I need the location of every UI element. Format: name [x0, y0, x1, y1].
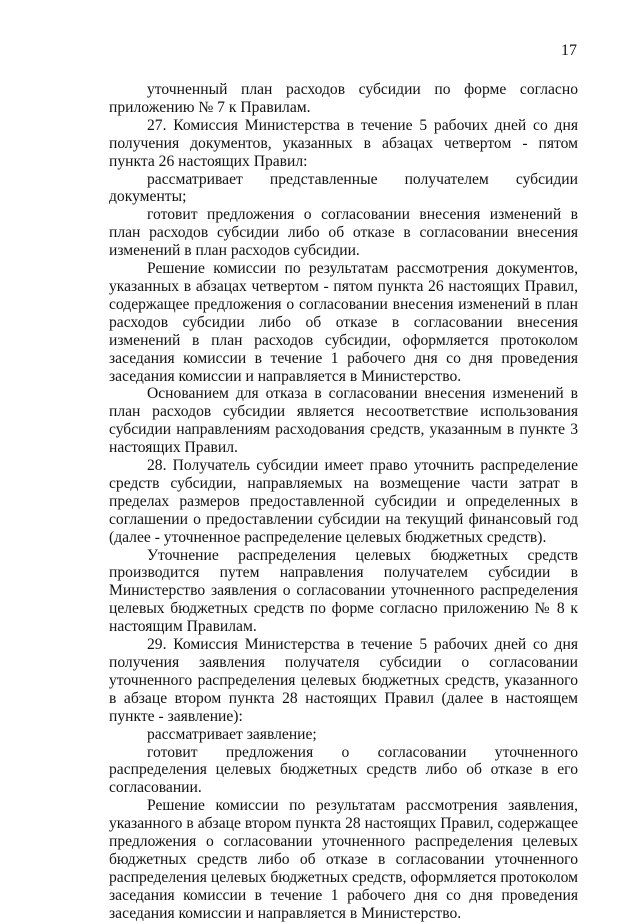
paragraph-3: рассматривает представленные получателем субсидии документы; — [109, 170, 578, 206]
paragraph-5: Решение комиссии по результатам рассмотрения документов, указанных в абзацах четвертом - пятом пункта 26 настоящих Правил, содержащее предложения о согласовании внесения изменений в план расходов субсидии либо об отказе в согласовании внесения изменений в план расходов субсидии, оформляется протоколом заседания комиссии в течение 1 рабочего дня со дня проведения заседания комиссии и направляется в Министерство. — [109, 260, 578, 385]
paragraph-1: уточненный план расходов субсидии по форме согласно приложению № 7 к Правилам. — [109, 81, 578, 116]
document-body — [109, 81, 578, 923]
paragraph-4: готовит предложения о согласовании внесения изменений в план расходов субсидии либо об отказе в согласовании внесения изменений в план расходов субсидии. — [109, 206, 578, 260]
paragraph-6: Основанием для отказа в согласовании внесения изменений в план расходов субсидии является несоответствие использования субсидии направлениям расходования средств, указанным в пункте 3 настоящих Правил. — [109, 385, 578, 457]
paragraph-11: готовит предложения о согласовании уточненного распределения целевых бюджетных средств либо об отказе в его согласовании. — [109, 743, 578, 797]
paragraph-8: Уточнение распределения целевых бюджетных средств производится путем направления получателем субсидии в Министерство заявления о согласовании уточненного распределения целевых бюджетных средств по форме согласно приложению № 8 к настоящим Правилам. — [109, 546, 578, 636]
paragraph-10: рассматривает заявление; — [147, 725, 317, 743]
paragraph-9: 29. Комиссия Министерства в течение 5 рабочих дней со дня получения заявления получателя субсидии о согласовании уточненного распределения целевых бюджетных средств, указанного в абзаце втором пункта 28 настоящих Правил (далее в настоящем пункте - заявление): — [109, 636, 578, 725]
page-number: 17 — [561, 42, 577, 59]
paragraph-12: Решение комиссии по результатам рассмотрения заявления, указанного в абзаце втором пункта 28 настоящих Правил, содержащее предложения о согласовании уточненного распределения целевых бюджетных средств либо об отказе в согласовании уточненного распределения целевых бюджетных средств, оформляется протоколом заседания комиссии в течение 1 рабочего дня со дня проведения заседания комиссии и направляется в Министерство. — [109, 797, 578, 922]
paragraph-7: 28. Получатель субсидии имеет право уточнить распределение средств субсидии, направляемых на возмещение части затрат в пределах размеров предоставленной субсидии и определенных в соглашении о предоставлении субсидии на текущий финансовый год (далее - уточненное распределение целевых бюджетных средств). — [109, 457, 578, 546]
paragraph-2: 27. Комиссия Министерства в течение 5 рабочих дней со дня получения документов, указанных в абзацах четвертом - пятом пункта 26 настоящих Правил: — [109, 116, 578, 170]
